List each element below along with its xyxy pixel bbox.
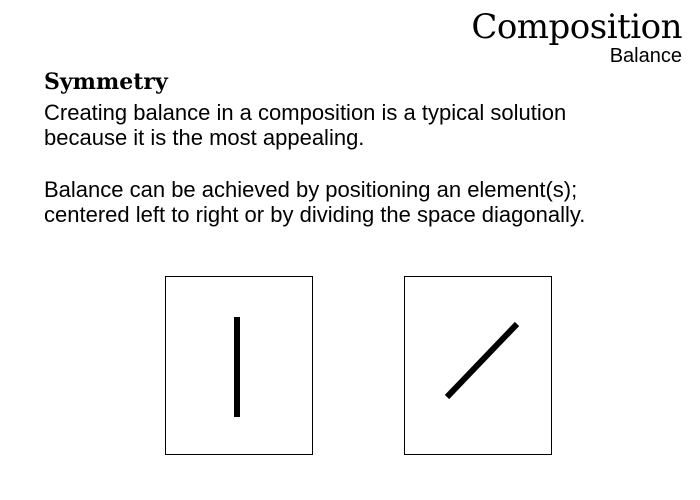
paragraph-2	[44, 177, 585, 227]
diagonal-line-illustration	[405, 277, 551, 454]
paragraph-1-line-2: because it is the most appealing.	[44, 125, 365, 150]
paragraph-2-line-1: Balance can be achieved by positioning an element(s);	[44, 177, 578, 202]
page-title: Composition	[471, 7, 682, 47]
page-subtitle: Balance	[609, 45, 682, 67]
paragraph-1	[44, 100, 566, 150]
paragraph-1-line-1: Creating balance in a composition is a typical solution	[44, 100, 567, 125]
section-heading: Symmetry	[44, 69, 168, 95]
symmetry-example-diagonal	[404, 276, 552, 455]
paragraph-2-line-2: centered left to right or by dividing the space diagonally.	[44, 202, 586, 227]
symmetry-example-vertical	[165, 276, 313, 455]
diagonal-line	[447, 324, 517, 397]
vertical-line-illustration	[166, 277, 312, 454]
